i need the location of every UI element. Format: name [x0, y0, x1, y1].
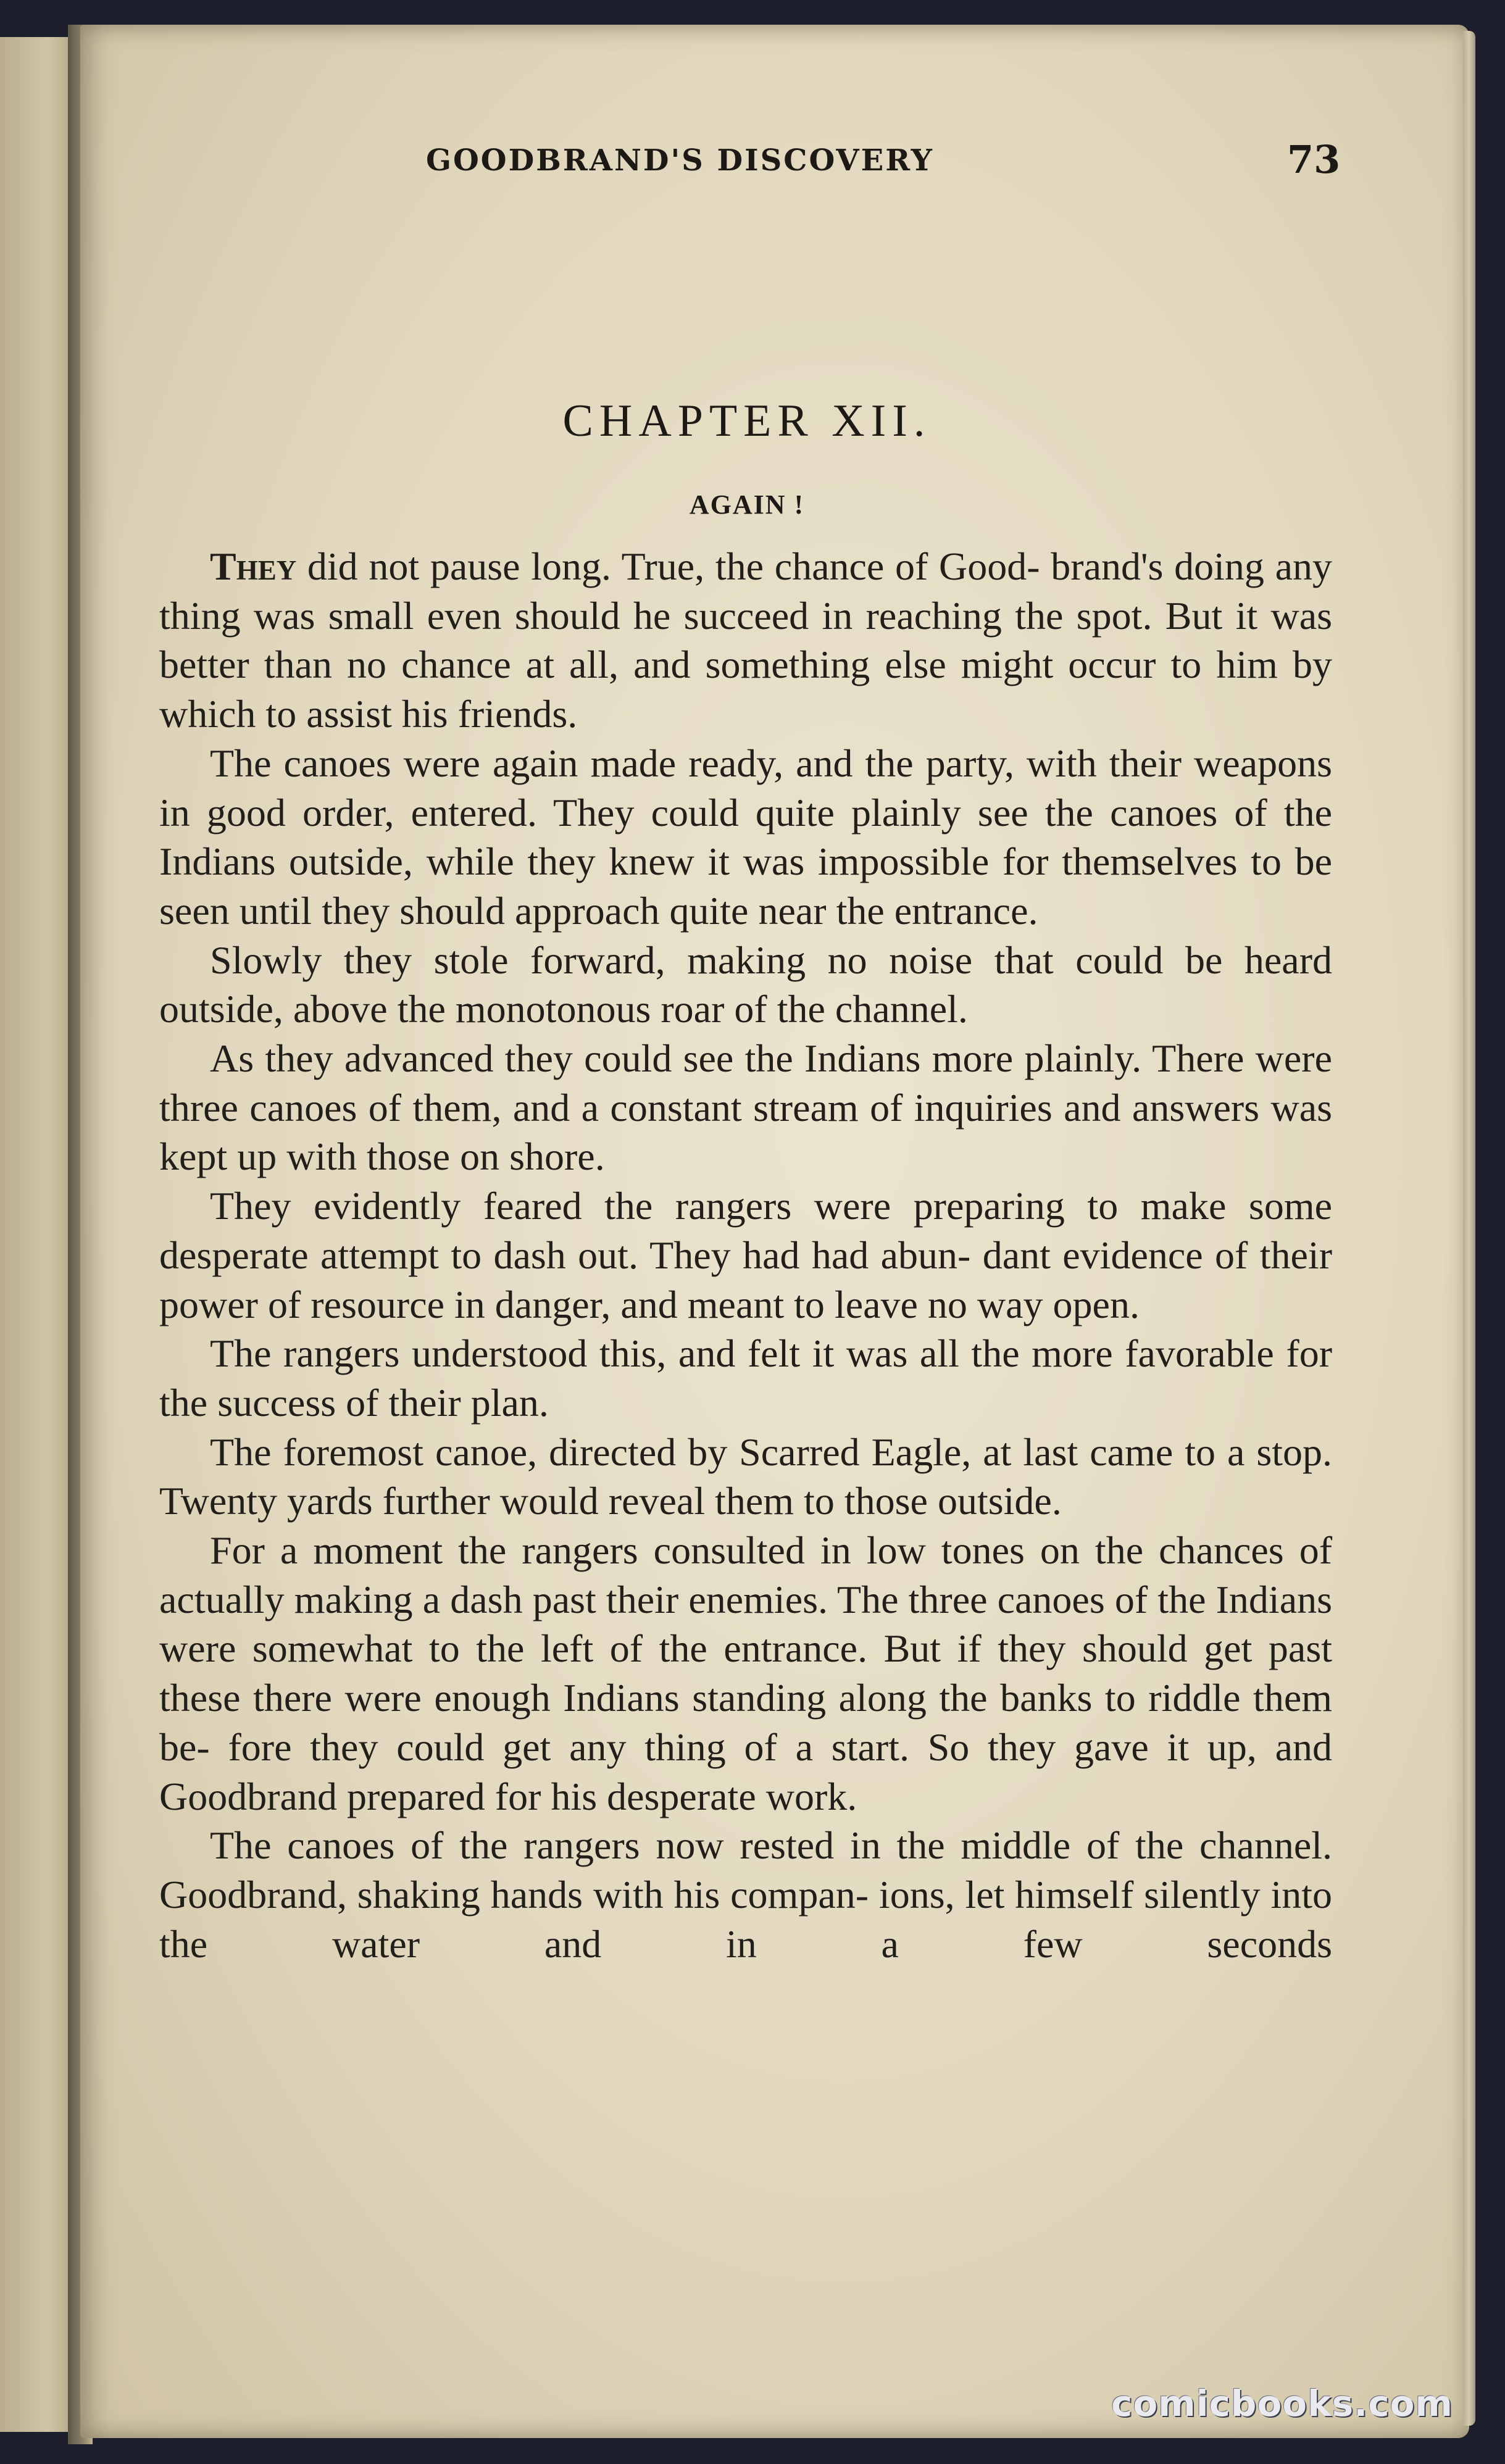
- body-text: [159, 542, 1332, 1968]
- paragraph-text: did not pause long. True, the chance of Good- brand's doing any thing was small even should he succeed in reaching the spot. But it was better than no chance at all, and something else might occur to him by which to assist his friends.: [159, 544, 1332, 736]
- page-number: 73: [1287, 137, 1341, 182]
- chapter-title: CHAPTER XII.: [562, 396, 932, 446]
- paragraph-text: They evidently feared the rangers were preparing to make some desperate attempt to dash out. They had had abun- dant evidence of their power of resource in danger, and meant to leave no way open.: [159, 1184, 1332, 1326]
- paragraph-7: [159, 1428, 1332, 1526]
- paragraph-5: [159, 1181, 1332, 1329]
- paragraph-text: As they advanced they could see the Indians more plainly. There were three canoes of them, and a constant stream of inquiries and answers was kept up with those on shore.: [159, 1036, 1332, 1179]
- page-stack-edge: [1463, 31, 1475, 2426]
- paragraph-text: The rangers understood this, and felt it was all the more favorable for the success of their plan.: [159, 1331, 1332, 1425]
- paragraph-1: [159, 542, 1332, 739]
- paragraph-text: The foremost canoe, directed by Scarred Eagle, at last came to a stop. Twenty yards further would reveal them to those outside.: [159, 1430, 1332, 1523]
- paragraph-9: [159, 1821, 1332, 1968]
- paragraph-8: [159, 1526, 1332, 1821]
- paragraph-text: For a moment the rangers consulted in low tones on the chances of actually making a dash past their enemies. The three canoes of the Indians were somewhat to the left of the entrance. But if they should get past these there were enough Indians standing along the banks to riddle them be- fore they could get any thing of a start. So they gave it up, and Goodbrand prepared for his desperate work.: [159, 1528, 1332, 1818]
- paragraph-2: [159, 739, 1332, 936]
- paragraph-6: [159, 1329, 1332, 1427]
- paragraph-text: The canoes of the rangers now rested in the middle of the channel. Goodbrand, shaking hands with his compan- ions, let himself silently into the water and in a few seconds: [159, 1823, 1332, 1966]
- paragraph-text: The canoes were again made ready, and the party, with their weapons in good order, entered. They could quite plainly see the canoes of the Indians outside, while they knew it was impossible for themselves to be seen until they should approach quite near the entrance.: [159, 741, 1332, 933]
- paragraph-lead-word: They: [210, 544, 297, 588]
- paragraph-4: [159, 1034, 1332, 1181]
- chapter-subtitle: AGAIN !: [689, 489, 805, 520]
- paragraph-3: [159, 936, 1332, 1034]
- watermark-logo: comicbooks.com: [1111, 2383, 1453, 2424]
- paragraph-text: Slowly they stole forward, making no noise that could be heard outside, above the monotonous roar of the channel.: [159, 938, 1332, 1031]
- running-head: GOODBRAND'S DISCOVERY: [426, 143, 934, 178]
